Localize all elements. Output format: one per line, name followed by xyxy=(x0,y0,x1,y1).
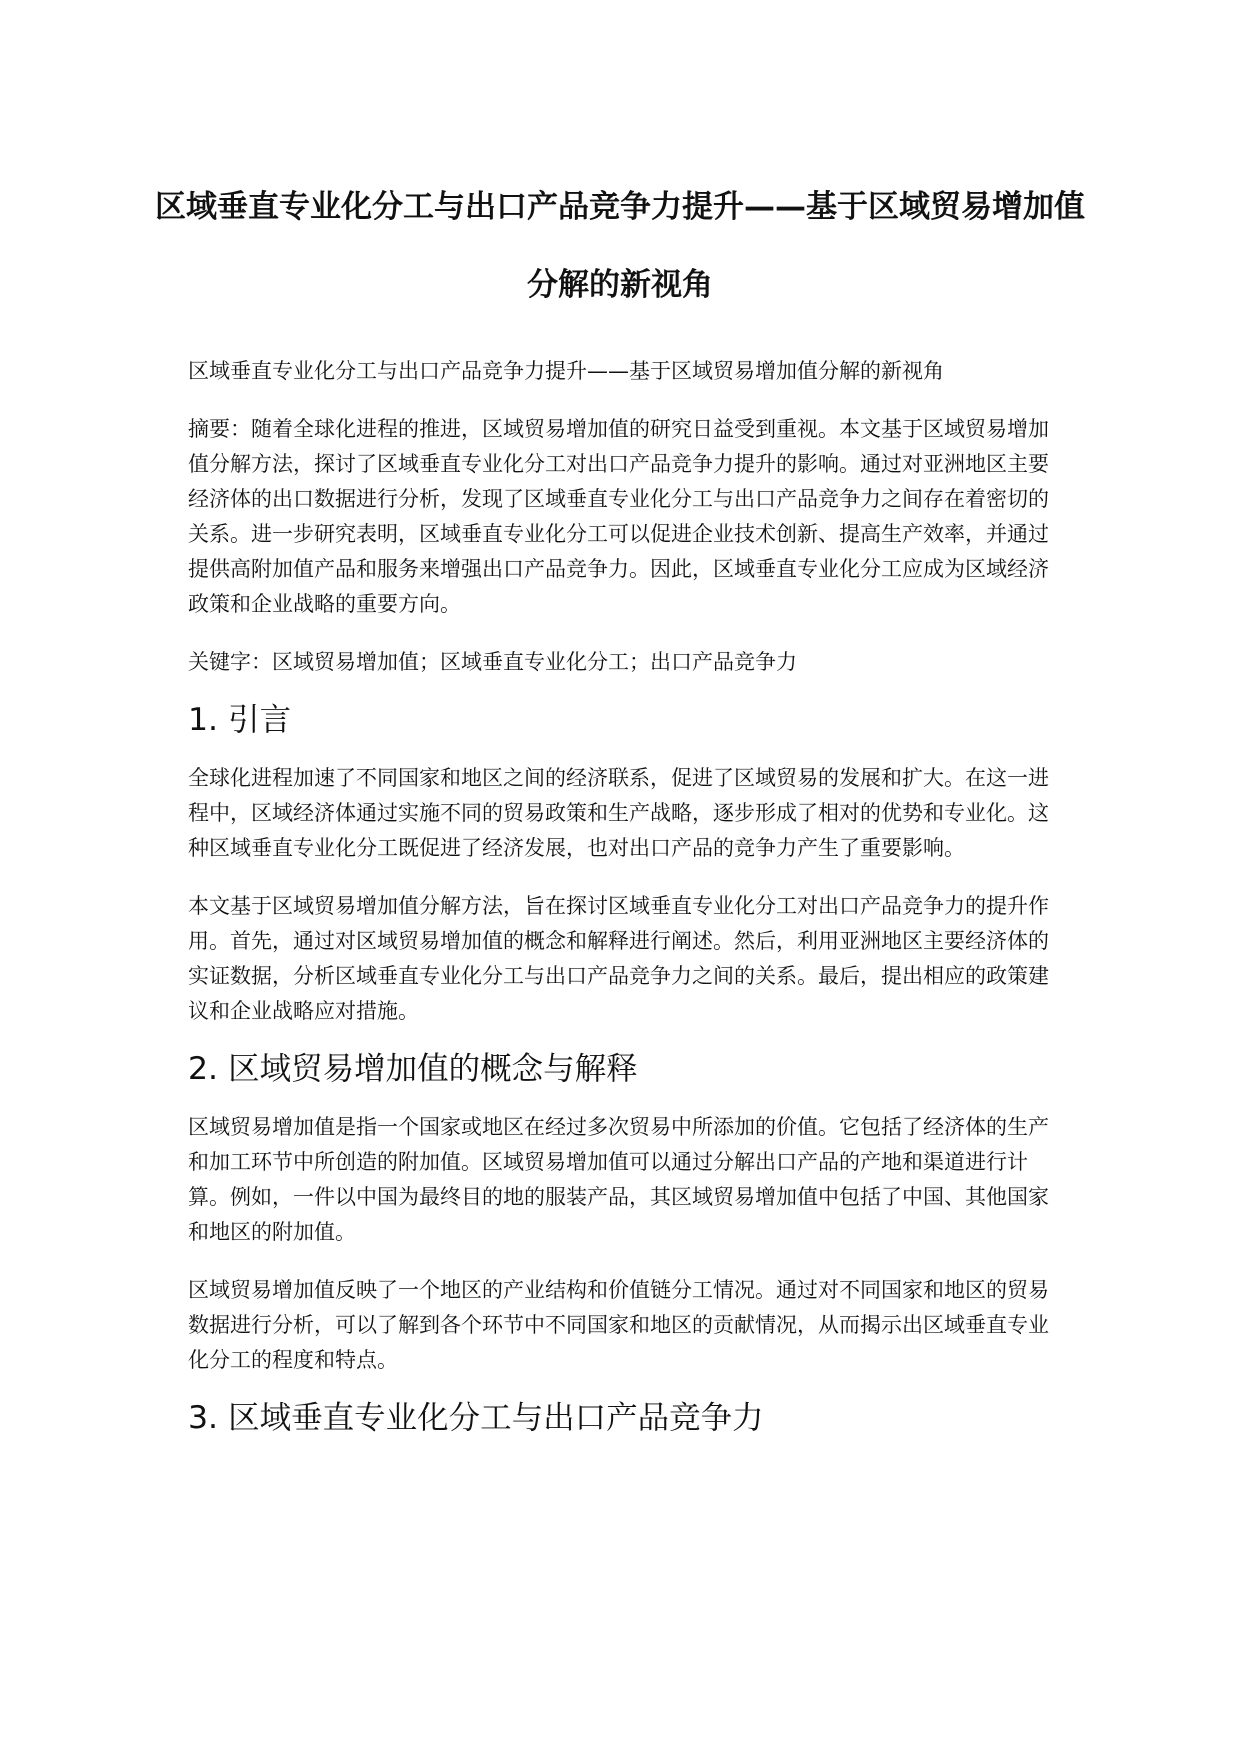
section-heading-introduction: 1. 引言 xyxy=(188,702,292,738)
introduction-paragraph-2: 本文基于区域贸易增加值分解方法，旨在探讨区域垂直专业化分工对出口产品竞争力的提升作用。首先，通过对区域贸易增加值的概念和解释进行阐述。然后，利用亚洲地区主要经济体的实证数据，分析区域垂直专业化分工与出口产品竞争力之间的关系。最后，提出相应的政策建议和企业战略应对措施。 xyxy=(188,894,1049,1023)
keywords-line: 关键字：区域贸易增加值；区域垂直专业化分工；出口产品竞争力 xyxy=(188,650,797,674)
abstract-paragraph: 摘要：随着全球化进程的推进，区域贸易增加值的研究日益受到重视。本文基于区域贸易增加值分解方法，探讨了区域垂直专业化分工对出口产品竞争力提升的影响。通过对亚洲地区主要经济体的出口数据进行分析，发现了区域垂直专业化分工与出口产品竞争力之间存在着密切的关系。进一步研究表明，区域垂直专业化分工可以促进企业技术创新、提高生产效率，并通过提供高附加值产品和服务来增强出口产品竞争力。因此，区域垂直专业化分工应成为区域经济政策和企业战略的重要方向。 xyxy=(188,417,1049,616)
document-body xyxy=(188,354,1068,1459)
concept-paragraph-2: 区域贸易增加值反映了一个地区的产业结构和价值链分工情况。通过对不同国家和地区的贸易数据进行分析，可以了解到各个环节中不同国家和地区的贡献情况，从而揭示出区域垂直专业化分工的程度和特点。 xyxy=(188,1278,1049,1372)
concept-paragraph-1: 区域贸易增加值是指一个国家或地区在经过多次贸易中所添加的价值。它包括了经济体的生产和加工环节中所创造的附加值。区域贸易增加值可以通过分解出口产品的产地和渠道进行计算。例如，一件以中国为最终目的地的服装产品，其区域贸易增加值中包括了中国、其他国家和地区的附加值。 xyxy=(188,1115,1049,1244)
introduction-paragraph-1: 全球化进程加速了不同国家和地区之间的经济联系，促进了区域贸易的发展和扩大。在这一进程中，区域经济体通过实施不同的贸易政策和生产战略，逐步形成了相对的优势和专业化。这种区域垂直专业化分工既促进了经济发展，也对出口产品的竞争力产生了重要影响。 xyxy=(188,766,1049,860)
section-heading-concept: 2. 区域贸易增加值的概念与解释 xyxy=(188,1051,638,1087)
section-heading-specialization: 3. 区域垂直专业化分工与出口产品竞争力 xyxy=(188,1400,764,1436)
subtitle-line: 区域垂直专业化分工与出口产品竞争力提升——基于区域贸易增加值分解的新视角 xyxy=(188,359,944,383)
document-title: 区域垂直专业化分工与出口产品竞争力提升——基于区域贸易增加值分解的新视角 xyxy=(155,189,1085,303)
